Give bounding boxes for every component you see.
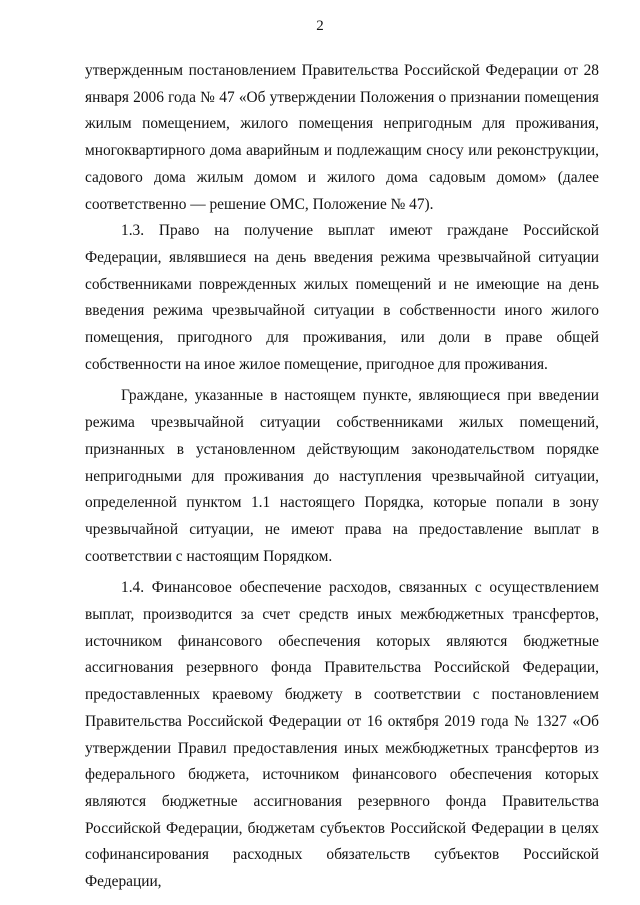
page-number: 2 xyxy=(316,18,324,34)
paragraph-citizens-exclusion: Граждане, указанные в настоящем пункте, являющиеся при введении режима чрезвычайной ситуации собственниками жилых помещений, признанных в установленном действующим законодательством порядке непригодными для проживания до наступления чрезвычайной ситуации, определенной пунктом 1.1 настоящего Порядка, которые попали в зону чрезвычайной ситуации, не имеют права на предоставление выплат в соответствии с настоящим Порядком. xyxy=(85,387,599,565)
paragraph-continuation: утвержденным постановлением Правительства Российской Федерации от 28 января 2006 года № 47 «Об утверждении Положения о признании помещения жилым помещением, жилого помещения непригодным для проживания, многоквартирного дома аварийным и подлежащим сносу или реконструкции, садового дома жилым домом и жилого дома садовым домом» (далее соответственно — решение ОМС, Положение № 47). xyxy=(85,62,599,213)
paragraph-1-3: 1.3. Право на получение выплат имеют граждане Российской Федерации, являвшиеся на день введения режима чрезвычайной ситуации собственниками поврежденных жилых помещений и не имеющие на день введения режима чрезвычайной ситуации в собственности иного жилого помещения, пригодного для проживания, или доли в праве общей собственности на иное жилое помещение, пригодное для проживания. xyxy=(85,222,599,373)
paragraph-1-4: 1.4. Финансовое обеспечение расходов, связанных с осуществлением выплат, производится за счет средств иных межбюджетных трансфертов, источником финансового обеспечения которых являются бюджетные ассигнования резервного фонда Правительства Российской Федерации, предоставленных краевому бюджету в соответствии с постановлением Правительства Российской Федерации от 16 октября 2019 года № 1327 «Об утверждении Правил предоставления иных межбюджетных трансфертов из федерального бюджета, источником финансового обеспечения которых являются бюджетные ассигнования резервного фонда Правительства Российской Федерации, бюджетам субъектов Российской Федерации в целях софинансирования расходных обязательств субъектов Российской Федерации, xyxy=(85,579,599,891)
document-body xyxy=(85,58,599,896)
